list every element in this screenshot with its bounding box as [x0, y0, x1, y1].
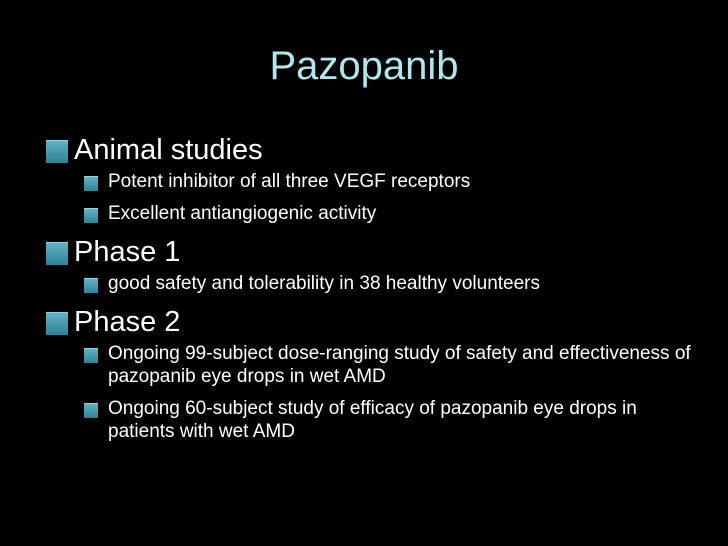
square-bullet-icon [84, 176, 98, 191]
section-heading-label: Animal studies [74, 134, 263, 166]
list-item-text: Ongoing 99-subject dose-ranging study of safety and effectiveness of pazopanib eye drops in wet AMD [108, 343, 691, 387]
section-heading-phase-2 [44, 304, 704, 340]
section-heading-label: Phase 2 [74, 306, 181, 338]
list-item [44, 170, 704, 193]
square-bullet-icon [46, 242, 68, 265]
sub-list-animal-studies [44, 170, 704, 225]
sub-list-phase-1 [44, 272, 704, 295]
list-item-text: good safety and tolerability in 38 healthy volunteers [108, 273, 540, 294]
slide-title: Pazopanib [269, 44, 459, 88]
section-heading-animal-studies [44, 132, 704, 168]
square-bullet-icon [84, 403, 98, 418]
slide-content [44, 132, 704, 452]
sub-list-phase-2 [44, 342, 704, 443]
square-bullet-icon [46, 312, 68, 335]
list-item-text: Ongoing 60-subject study of efficacy of pazopanib eye drops in patients with wet AMD [108, 398, 637, 442]
list-item [44, 202, 704, 225]
section-heading-phase-1 [44, 234, 704, 270]
list-item [44, 397, 704, 443]
square-bullet-icon [84, 278, 98, 293]
square-bullet-icon [84, 208, 98, 223]
list-item-text: Excellent antiangiogenic activity [108, 203, 377, 224]
section-heading-label: Phase 1 [74, 236, 181, 268]
list-item [44, 272, 704, 295]
list-item-text: Potent inhibitor of all three VEGF receptors [108, 171, 471, 192]
square-bullet-icon [84, 348, 98, 363]
list-item [44, 342, 704, 388]
square-bullet-icon [46, 140, 68, 163]
